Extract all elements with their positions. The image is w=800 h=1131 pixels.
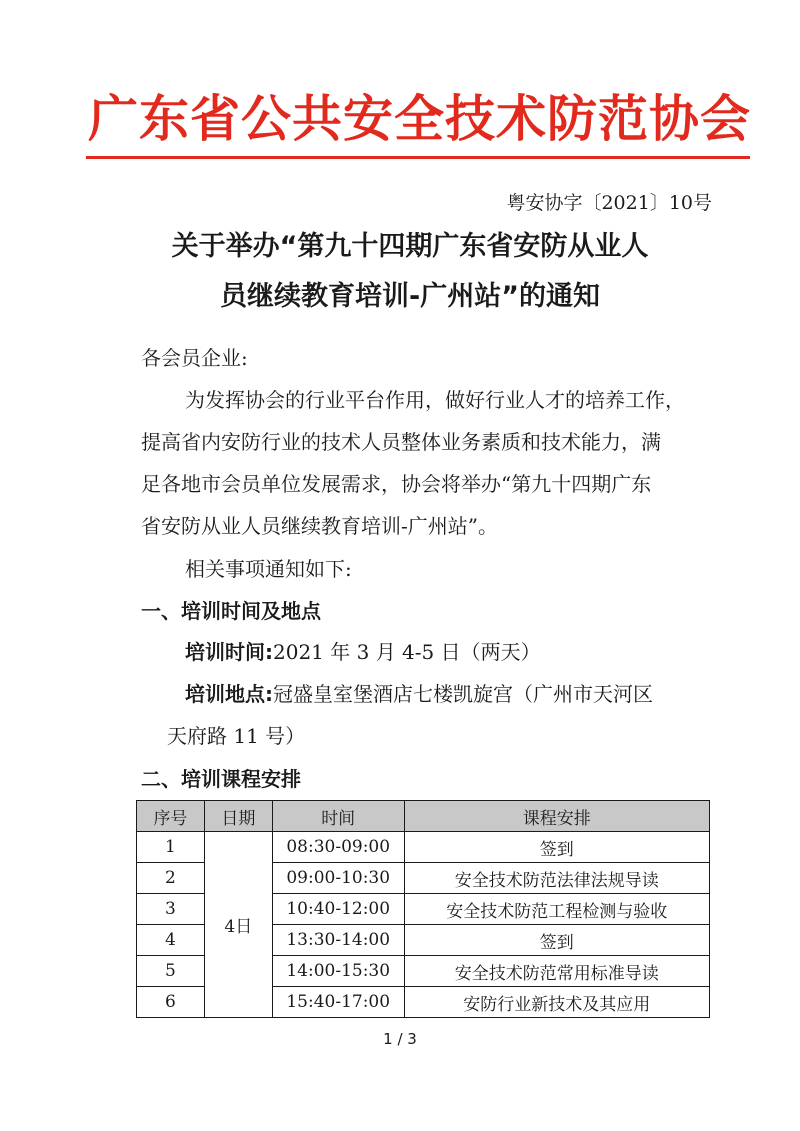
training-time-value: 2021 年 3 月 4-5 日（两天）	[273, 640, 541, 664]
row-time: 15:40-17:00	[272, 987, 404, 1018]
page-number: 1 / 3	[383, 1030, 417, 1048]
row-time: 10:40-12:00	[272, 894, 404, 925]
header-red-rule	[86, 156, 750, 159]
intro-line-1: 为发挥协会的行业平台作用，做好行业人才的培养工作，	[185, 388, 685, 412]
section-2-heading: 二、培训课程安排	[141, 767, 301, 791]
document-number: 粤安协字〔2021〕10号	[506, 192, 712, 214]
organization-header: 广东省公共安全技术防范协会	[88, 90, 751, 148]
header-course: 课程安排	[404, 801, 709, 832]
row-course: 安全技术防范常用标准导读	[404, 956, 709, 987]
notice-line: 相关事项通知如下:	[185, 557, 352, 581]
header-number: 序号	[137, 801, 205, 832]
training-place-value-line-1: 冠盛皇室堡酒店七楼凯旋宫（广州市天河区	[273, 682, 653, 706]
row-number: 4	[137, 925, 205, 956]
row-course: 签到	[404, 925, 709, 956]
header-time: 时间	[272, 801, 404, 832]
row-time: 09:00-10:30	[272, 863, 404, 894]
row-number: 3	[137, 894, 205, 925]
schedule-table	[136, 800, 710, 1018]
document-title-line-1: 关于举办“第九十四期广东省安防从业人	[171, 231, 649, 262]
intro-line-2: 提高省内安防行业的技术人员整体业务素质和技术能力，满	[141, 430, 661, 454]
schedule-header-row	[137, 801, 710, 832]
date-cell: 4日	[204, 832, 272, 1018]
row-course: 安全技术防范工程检测与验收	[404, 894, 709, 925]
row-course: 签到	[404, 832, 709, 863]
training-place-label: 培训地点:	[185, 682, 273, 706]
training-place-row	[185, 680, 653, 708]
document-title-line-2: 员继续教育培训-广州站”的通知	[220, 281, 600, 312]
row-course: 安全技术防范法律法规导读	[404, 863, 709, 894]
row-number: 1	[137, 832, 205, 863]
training-time-label: 培训时间:	[185, 640, 273, 664]
header-date: 日期	[204, 801, 272, 832]
section-1-heading: 一、培训时间及地点	[141, 599, 321, 623]
table-row	[137, 832, 710, 863]
document-title	[100, 222, 720, 322]
row-time: 14:00-15:30	[272, 956, 404, 987]
intro-line-4: 省安防从业人员继续教育培训-广州站”。	[141, 514, 498, 538]
row-number: 6	[137, 987, 205, 1018]
salutation: 各会员企业:	[141, 346, 248, 370]
row-course: 安防行业新技术及其应用	[404, 987, 709, 1018]
row-time: 13:30-14:00	[272, 925, 404, 956]
row-number: 5	[137, 956, 205, 987]
training-time-row	[185, 638, 541, 666]
training-place-value-line-2: 天府路 11 号）	[167, 724, 306, 748]
row-number: 2	[137, 863, 205, 894]
row-time: 08:30-09:00	[272, 832, 404, 863]
intro-line-3: 足各地市会员单位发展需求，协会将举办“第九十四期广东	[141, 472, 652, 496]
